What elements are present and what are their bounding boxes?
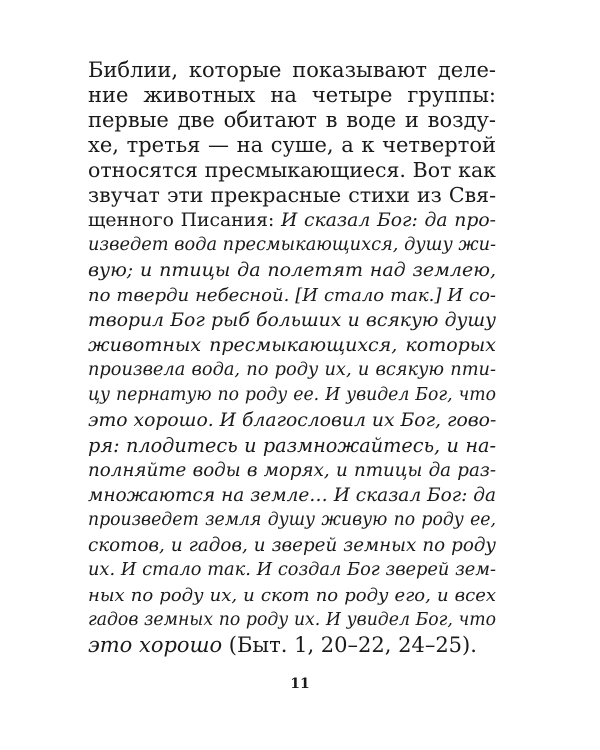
scripture-quote: ных по роду их, и скот по роду его, и всех	[88, 585, 496, 606]
text-segment: звучат эти прекрасные стихи из Свя-	[88, 183, 496, 207]
text-line	[88, 308, 496, 333]
text-line	[88, 108, 496, 133]
text-line	[88, 558, 496, 583]
text-line	[88, 633, 496, 658]
text-line	[88, 58, 496, 83]
page-number: 11	[290, 676, 310, 692]
scripture-quote: произведет земля душу живую по роду ее,	[88, 510, 496, 530]
text-line	[88, 233, 496, 258]
scripture-quote: скотов, и гадов, и зверей земных по роду	[88, 535, 496, 556]
scripture-quote: цу пернатую по роду ее. И увидел Бог, что	[88, 385, 496, 405]
text-line	[88, 283, 496, 308]
scripture-quote: произвела вода, по роду их, и всякую пти-	[88, 360, 496, 380]
scripture-quote: вую; и птицы да полетят над землею,	[88, 259, 496, 281]
text-line	[88, 458, 496, 483]
scripture-quote: их. И стало так. И создал Бог зверей зем-	[88, 560, 496, 580]
scripture-quote: ря: плодитесь и размножайтесь, и на-	[88, 434, 496, 457]
scripture-quote: это хорошо. И благословил их Бог, гово-	[88, 410, 497, 431]
text-line	[88, 258, 496, 283]
text-segment: ние животных на четыре группы:	[88, 83, 496, 107]
scripture-quote: по тверди небесной. [И стало так.] И со-	[88, 285, 496, 306]
scripture-quote: животных пресмыкающихся, которых	[88, 334, 496, 356]
text-line	[88, 483, 496, 508]
scripture-quote: полняйте воды в морях, и птицы да раз-	[88, 460, 496, 481]
text-line	[88, 508, 496, 533]
text-line	[88, 583, 496, 608]
text-segment: относятся пресмыкающиеся. Вот как	[88, 158, 496, 182]
scripture-quote: множаются на земле… И сказал Бог: да	[88, 485, 496, 506]
text-line	[88, 358, 496, 383]
text-line	[88, 408, 496, 433]
text-line	[88, 158, 496, 183]
scripture-quote: это хорошо	[88, 633, 229, 657]
scripture-quote: И сказал Бог: да про-	[281, 210, 496, 231]
text-line	[88, 433, 496, 458]
text-line	[88, 208, 496, 233]
text-segment: щенного Писания:	[88, 210, 281, 231]
text-line	[88, 333, 496, 358]
scripture-quote: изведет вода пресмыкающихся, душу жи-	[88, 235, 496, 255]
text-line	[88, 383, 496, 408]
text-segment: (Быт. 1, 20–22, 24–25).	[228, 633, 477, 657]
text-line	[88, 183, 496, 208]
body-text	[88, 58, 496, 658]
text-segment: хе, третья — на суше, а к четвертой	[88, 133, 496, 157]
scripture-quote: гадов земных по роду их. И увидел Бог, что	[88, 610, 496, 630]
scripture-quote: творил Бог рыб больших и всякую душу	[88, 310, 496, 331]
text-line	[88, 608, 496, 633]
text-line	[88, 83, 496, 108]
text-line	[88, 533, 496, 558]
text-segment: Библии, которые показывают деле-	[88, 58, 496, 82]
text-line	[88, 133, 496, 158]
text-segment: первые две обитают в воде и возду-	[88, 108, 496, 132]
